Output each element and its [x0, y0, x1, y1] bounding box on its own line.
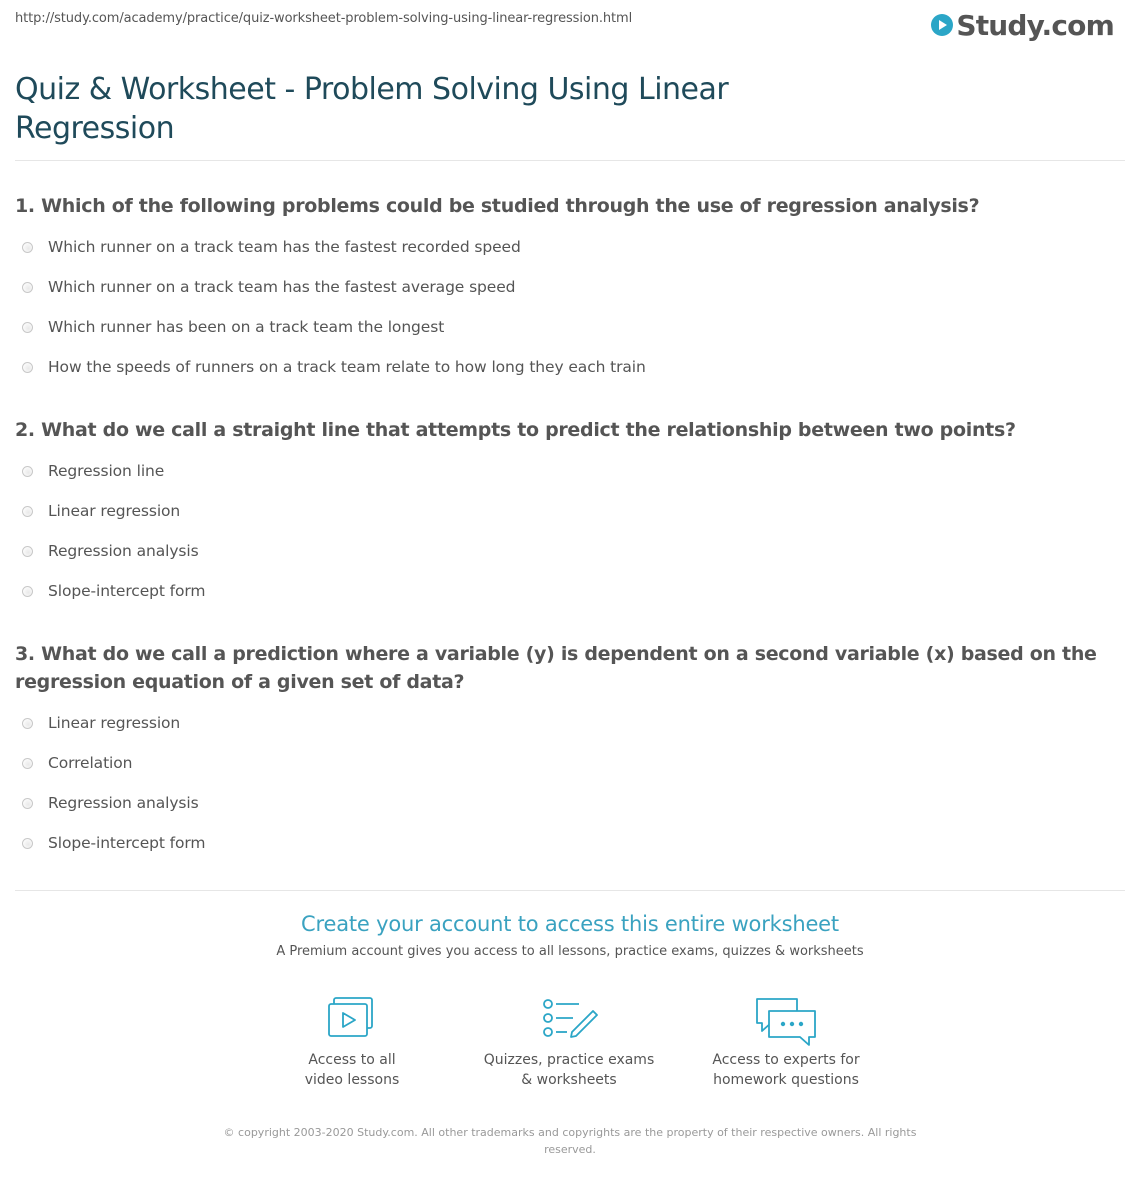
- answer-label: Regression line: [48, 462, 165, 480]
- answer-option[interactable]: [22, 703, 205, 743]
- question-2-options: [22, 451, 205, 611]
- radio-button[interactable]: [22, 546, 33, 557]
- radio-button[interactable]: [22, 798, 33, 809]
- feature-label-line: Access to all: [308, 1052, 396, 1068]
- radio-button[interactable]: [22, 838, 33, 849]
- answer-option[interactable]: [22, 531, 205, 571]
- question-3-options: [22, 703, 205, 863]
- answer-label: How the speeds of runners on a track team relate to how long they each train: [48, 358, 646, 376]
- question-1-options: [22, 227, 646, 387]
- radio-button[interactable]: [22, 718, 33, 729]
- copyright-line: © copyright 2003-2020 Study.com. All other trademarks and copyrights are the property of their respective owners. All rights: [223, 1126, 917, 1139]
- answer-label: Which runner has been on a track team the longest: [48, 318, 445, 336]
- question-2: 2. What do we call a straight line that attempts to predict the relationship between two points?: [15, 419, 1016, 441]
- play-logo-icon: [931, 14, 953, 36]
- answer-option[interactable]: [22, 571, 205, 611]
- feature-quizzes: [469, 996, 669, 1090]
- header-divider: [15, 160, 1125, 161]
- logo-text: Study.com: [956, 8, 1114, 42]
- feature-label-line: Quizzes, practice exams: [483, 1052, 655, 1068]
- study-logo[interactable]: [931, 7, 1114, 43]
- cta-subtitle: A Premium account gives you access to all lessons, practice exams, quizzes & worksheets: [276, 944, 864, 959]
- answer-label: Which runner on a track team has the fastest recorded speed: [48, 238, 521, 256]
- cta-divider: [15, 890, 1125, 891]
- page-url: http://study.com/academy/practice/quiz-worksheet-problem-solving-using-linear-regression.html: [15, 11, 633, 26]
- answer-label: Regression analysis: [48, 794, 199, 812]
- radio-button[interactable]: [22, 586, 33, 597]
- answer-label: Linear regression: [48, 502, 181, 520]
- quiz-checklist-icon: [469, 996, 669, 1042]
- answer-option[interactable]: [22, 307, 646, 347]
- answer-label: Which runner on a track team has the fastest average speed: [48, 278, 516, 296]
- video-lesson-icon: [252, 996, 452, 1042]
- answer-label: Slope-intercept form: [48, 834, 206, 852]
- radio-button[interactable]: [22, 282, 33, 293]
- answer-option[interactable]: [22, 347, 646, 387]
- question-1: 1. Which of the following problems could be studied through the use of regression analysis?: [15, 195, 980, 217]
- cta-title-link[interactable]: Create your account to access this entire worksheet: [301, 912, 839, 936]
- question-3: 3. What do we call a prediction where a variable (y) is dependent on a second variable (x) based on the regression equation of a given set of data?: [15, 643, 1097, 693]
- feature-label-line: video lessons: [304, 1072, 400, 1088]
- answer-option[interactable]: [22, 267, 646, 307]
- radio-button[interactable]: [22, 466, 33, 477]
- radio-button[interactable]: [22, 322, 33, 333]
- answer-label: Slope-intercept form: [48, 582, 206, 600]
- copyright-notice: [210, 1124, 930, 1158]
- answer-option[interactable]: [22, 823, 205, 863]
- feature-label-line: Access to experts for: [712, 1052, 860, 1068]
- radio-button[interactable]: [22, 758, 33, 769]
- page-title: Quiz & Worksheet - Problem Solving Using Linear Regression: [15, 72, 729, 146]
- radio-button[interactable]: [22, 506, 33, 517]
- feature-label-line: homework questions: [713, 1072, 859, 1088]
- radio-button[interactable]: [22, 362, 33, 373]
- chat-bubbles-icon: [686, 996, 886, 1048]
- answer-label: Correlation: [48, 754, 133, 772]
- radio-button[interactable]: [22, 242, 33, 253]
- answer-option[interactable]: [22, 491, 205, 531]
- copyright-line: reserved.: [544, 1143, 596, 1156]
- feature-experts: [686, 996, 886, 1090]
- answer-label: Linear regression: [48, 714, 181, 732]
- feature-label-line: & worksheets: [521, 1072, 617, 1088]
- answer-label: Regression analysis: [48, 542, 199, 560]
- answer-option[interactable]: [22, 227, 646, 267]
- answer-option[interactable]: [22, 783, 205, 823]
- answer-option[interactable]: [22, 743, 205, 783]
- feature-video-lessons: [252, 996, 452, 1090]
- answer-option[interactable]: [22, 451, 205, 491]
